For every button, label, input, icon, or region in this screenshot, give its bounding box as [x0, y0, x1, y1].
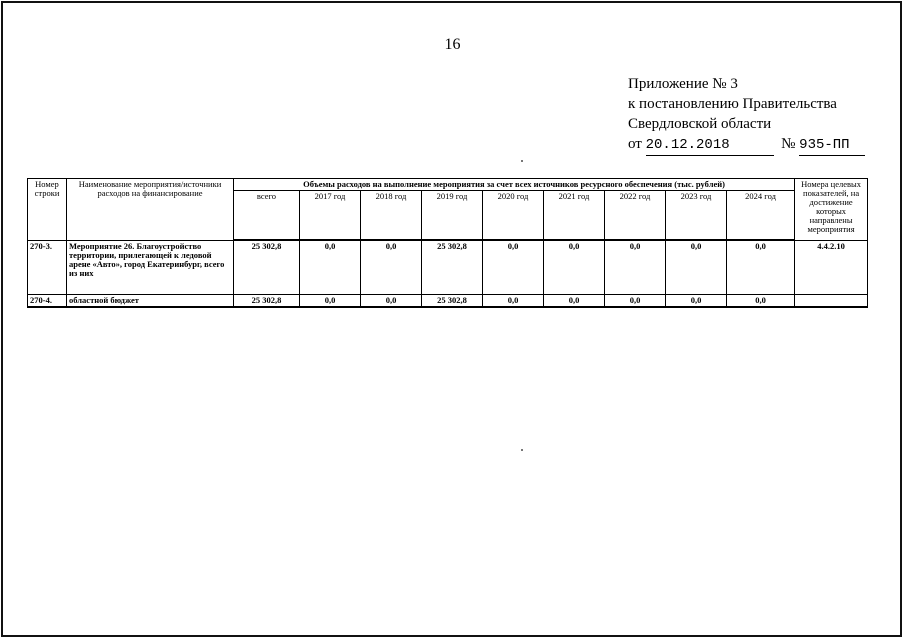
- row-value: 0,0: [544, 295, 605, 308]
- header-row-number: Номер строки: [28, 179, 67, 241]
- header-year: 2020 год: [483, 191, 544, 241]
- header-year: 2017 год: [300, 191, 361, 241]
- appendix-block: [628, 74, 865, 156]
- header-year: 2023 год: [666, 191, 727, 241]
- row-value: 0,0: [666, 240, 727, 295]
- row-name: Мероприятие 26. Благоустройство территории, прилегающей к ледовой арене «Авто», город Екатеринбург, всего из них: [67, 240, 234, 295]
- row-name: областной бюджет: [67, 295, 234, 308]
- header-year: 2024 год: [727, 191, 795, 241]
- row-value: 0,0: [300, 240, 361, 295]
- row-number: 270-4.: [28, 295, 67, 308]
- from-label: от: [628, 136, 642, 152]
- header-row-1: [28, 179, 868, 191]
- row-value: 0,0: [483, 295, 544, 308]
- row-value: 0,0: [666, 295, 727, 308]
- date-value: 20.12.2018: [645, 137, 730, 153]
- row-value: 0,0: [727, 295, 795, 308]
- row-number: 270-3.: [28, 240, 67, 295]
- appendix-signature-line: [628, 134, 865, 156]
- table-row: [28, 240, 868, 295]
- header-year: 2021 год: [544, 191, 605, 241]
- header-total: всего: [234, 191, 300, 241]
- number-field: [799, 134, 865, 156]
- row-value: 0,0: [544, 240, 605, 295]
- row-value: 0,0: [605, 240, 666, 295]
- header-year: 2019 год: [422, 191, 483, 241]
- row-value: 0,0: [483, 240, 544, 295]
- appendix-title: Приложение № 3: [628, 76, 738, 92]
- date-field: [646, 134, 774, 156]
- row-value: 0,0: [361, 295, 422, 308]
- row-value: 0,0: [300, 295, 361, 308]
- number-value: 935-ПП: [799, 137, 850, 153]
- appendix-region: Свердловской области: [628, 116, 772, 132]
- row-target: [795, 295, 868, 308]
- row-value: 0,0: [605, 295, 666, 308]
- header-targets: Номера целевых показателей, на достижение которых направлены мероприятия: [795, 179, 868, 241]
- table-row: [28, 295, 868, 308]
- row-total: 25 302,8: [234, 240, 300, 295]
- row-value: 0,0: [727, 240, 795, 295]
- row-value: 0,0: [361, 240, 422, 295]
- scan-speck: [521, 160, 523, 162]
- scan-speck: [521, 449, 523, 451]
- header-name: Наименование мероприятия/источники расходов на финансирование: [67, 179, 234, 241]
- header-volumes: Объемы расходов на выполнение мероприятия за счет всех источников ресурсного обеспечения (тыс. рублей): [234, 179, 795, 191]
- row-total: 25 302,8: [234, 295, 300, 308]
- row-value: 25 302,8: [422, 295, 483, 308]
- page-number: 16: [444, 36, 461, 53]
- row-target: 4.4.2.10: [795, 240, 868, 295]
- header-year: 2022 год: [605, 191, 666, 241]
- number-label: №: [781, 136, 796, 152]
- header-year: 2018 год: [361, 191, 422, 241]
- appendix-resolution: к постановлению Правительства: [628, 96, 837, 112]
- row-value: 25 302,8: [422, 240, 483, 295]
- expenses-table: [27, 178, 868, 308]
